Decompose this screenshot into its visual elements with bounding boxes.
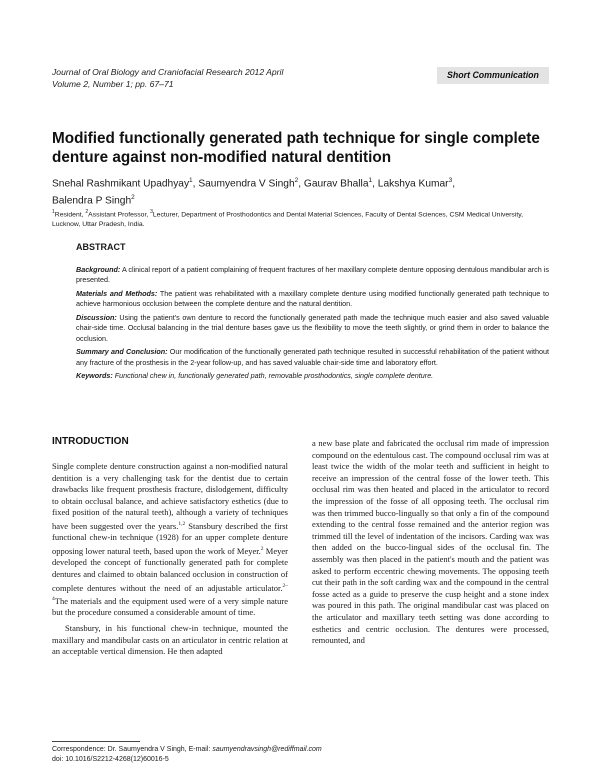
author-name: Gaurav Bhalla [303,178,369,190]
abstract-methods [76,289,549,310]
journal-line-2: Volume 2, Number 1; pp. 67–71 [52,79,174,89]
author-list [52,174,552,209]
abstract-label: Summary and Conclusion: [76,347,168,356]
body-column-left [52,436,288,658]
affil-marker: 3 [150,209,153,215]
affil-text: Assistant Professor, [88,211,151,219]
abstract-label: Background: [76,264,121,274]
abstract-summary [76,347,549,368]
author-name: Snehal Rashmikant Upadhyay [52,178,190,190]
correspondence-label: Correspondence: Dr. Saumyendra V Singh, E-mail: [52,746,213,753]
abstract-text: A clinical report of a patient complaining of frequent fractures of her maxillary complete denture opposing dentulous mandibular arch is presented. [76,264,549,284]
author-affil-marker: 2 [131,194,135,202]
doi-note: doi: 10.1016/S2212-4268(12)60016-5 [52,755,169,763]
author-name: Saumyendra V Singh [198,178,295,190]
author-separator: , [372,178,378,190]
abstract-heading: ABSTRACT [76,242,126,252]
body-text: The materials and the equipment used were of a very simple nature but the procedure consumed a considerable amount of time. [52,595,288,618]
affil-text: Lecturer, Department of Prosthodontics and Dental Material Sciences, Faculty of Dental Sciences, CSM Medical University, Lucknow, Uttar Pradesh, India. [52,211,523,229]
article-title: Modified functionally generated path technique for single complete denture against non-modified natural dentition [52,130,540,166]
footnote-divider [52,741,140,742]
author-affil-marker: 2 [294,177,299,184]
body-paragraph: a new base plate and fabricated the occlusal rim made of impression compound on the edentulous cast. The compound occlusal rim was at least twice the width of the molar teeth and sufficient in height to receive an impression of the central fosse of the lower teeth. This occlusal rim was then heated and placed in the articulator to record the impression of the fosse of all opposing teeth. The occlusal rim was then trimmed bucco-lingually so that only a fin of the compound extending to the central fosse remained and the anterior region was trimmed till the level of indentation of the incisors. Carding wax was then added on the bucco-lingual sides of the occlusal fin. The assembly was then placed in the patient's mouth and the patient was asked to perform eccentric chewing movements. The opposing teeth cut their path in the soft carding wax and the compound in the central fosse acted as a guide to preserve the cusp height and a stone index was poured in this path. The original mandibular cast was placed on the articulator and maxillary teeth setting was done according to esthetics and centric occlusion. The dentures were processed, remounted, and [312,438,549,646]
abstract-text: Our modification of the functionally generated path technique resulted in successful rehabilitation of the patient without any fracture of the prosthesis in the 2-year follow-up, and has saved valuable chair-side time and laboratory effort. [76,347,549,367]
abstract-background [76,265,549,286]
affil-marker: 2 [85,209,89,215]
abstract-label: Discussion: [76,312,117,322]
author-affil-marker: 1 [368,177,373,184]
correspondence-email[interactable]: saumyendravsingh@rediffmail.com [212,746,322,753]
body-text: Single complete denture construction against a non-modified natural dentition is a very challenging task for the dentist due to certain drawbacks like frequent prosthesis fracture, dislodgement, difficulty to obtain occlusal balance, and achieve satisfactory esthetics (due to fixed position of the natural teeth), although a variety of techniques have been suggested over the years. [52,461,288,531]
body-column-right [312,438,549,647]
author-separator: , [298,178,304,190]
author-separator: , [192,178,199,190]
author-affil-marker: 1 [189,177,193,184]
abstract-section [76,242,549,385]
article-type-badge: Short Communication [437,67,549,84]
author-affil-marker: 3 [448,177,453,184]
affil-marker: 1 [52,209,55,215]
affil-text: Resident, [54,211,86,219]
journal-citation [52,66,352,90]
abstract-text: Using the patient's own denture to record the functionally generated path made the technique much easier and also saved valuable chair-side time. Occlusal balancing in the trial denture bases gave us the flexibility to move the teeth slightly, or grind them in order to balance the occlusion. [76,312,549,343]
introduction-heading: INTRODUCTION [52,436,129,447]
body-paragraph: Stansbury, in his functional chew-in technique, mounted the maxillary and mandibular casts on an articulator in centric relation at an acceptable vertical dimension. He then adapted [52,623,288,657]
abstract-keywords [76,371,549,382]
body-text: Meyer developed the concept of functionally generated path for complete dentures and claimed to obtain balanced occlusion in construction of complete dentures without the need of an adjustable articulator. [52,545,288,593]
footnotes [52,745,552,764]
affiliation [52,207,552,230]
author-separator: , [452,178,456,190]
abstract-text: The patient was rehabilitated with a maxillary complete denture using modified functionally generated path technique to achieve harmonious occlusion between the complete denture and the natural dentition. [76,288,549,308]
author-name: Lakshya Kumar [377,178,449,190]
keywords-label: Keywords: [76,371,113,380]
correspondence-note [52,745,552,755]
keywords-text: Functional chew in, functionally generated path, removable prosthodontics, single complete denture. [112,371,434,380]
author-name: Balendra P Singh [52,195,132,207]
citation-marker: 1,2 [178,520,186,527]
abstract-discussion [76,313,549,345]
abstract-label: Materials and Methods: [76,288,158,298]
journal-line-1: Journal of Oral Biology and Craniofacial Research 2012 April [52,67,284,77]
citation-marker: 2–4 [52,582,288,603]
body-paragraph [52,461,288,619]
body-text: Stansbury described the first functional chew-in technique (1928) for an upper complete denture opposing lower natural teeth, based upon the work of Meyer. [52,520,288,556]
citation-marker: 2 [260,545,264,552]
